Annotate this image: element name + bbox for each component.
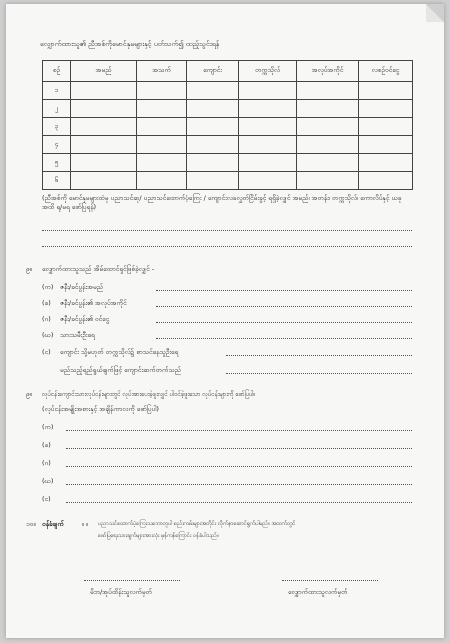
cell-age[interactable] [137, 118, 187, 136]
cell-age[interactable] [137, 82, 187, 100]
children-count-field[interactable] [156, 338, 412, 339]
activity-field[interactable] [66, 430, 412, 431]
siblings-section-title: လျှောက်ထားသူ၏ ညီအစ်ကိုမောင်နှမများနှင့် ပတ်သက်၍ ထည့်သွင်းရန် [40, 40, 220, 48]
section-heading: လုပ်ငန်းကျောင်းသားလုပ်ငန်းများတွင် လုပ်အားပေးခဲ့ဖူးလျှင် ပါဝင်ခဲ့ဖူးသော လုပ်ငန်းများကို ဖော်ပြပါ။ [42, 391, 256, 398]
row-number: ၄ [43, 136, 71, 154]
activity-field[interactable] [66, 502, 412, 503]
declaration-line-1: ပညာသင်ထောက်ပံ့ကြေးသဘောတူပါ စည်းကမ်းများအတိုင်း လိုက်နာဆောင်ရွက်ပါမည်။ အထက်တွင် [98, 521, 296, 527]
item-label: (က) [42, 283, 54, 291]
cell-school[interactable] [187, 136, 239, 154]
table-row [43, 172, 413, 190]
row-number: ၅ [43, 154, 71, 172]
item-text: ဇနီး/ခင်ပွန်း၏ ဝင်ငွေ [60, 315, 110, 323]
item-label: (ဃ) [42, 477, 54, 485]
declaration-label: ဝန်ခံချက် [42, 520, 64, 528]
item-label: (ဃ) [42, 331, 54, 339]
item-text: ဇနီး/ခင်ပွန်းအမည် [60, 283, 104, 291]
form-page [6, 4, 444, 638]
item-label: (ဂ) [42, 459, 51, 467]
cell-university[interactable] [239, 172, 297, 190]
spouse-income-field[interactable] [156, 322, 412, 323]
cell-university[interactable] [239, 118, 297, 136]
spouse-name-field[interactable] [156, 290, 412, 291]
section-number: ၉။ [26, 390, 32, 398]
cell-age[interactable] [137, 100, 187, 118]
answer-line[interactable] [42, 230, 412, 231]
table-row [43, 154, 413, 172]
col-header-school: ကျောင်း [187, 61, 239, 82]
cell-university[interactable] [239, 154, 297, 172]
table-note: (ညီအစ်ကို မောင်နှမများထဲမှ ပညာသင်ဆု/ ပညာသင်ထောက်ပံ့ကြေး / ကျောင်းလခလွှတ်ငြိမ်းခွင့် ရရှိခဲ့လျှင် အမည်၊ အတန်း၊ တက္ကသိုလ်၊ ကောလိပ်နှင့် ယခုအထိ ရ/မရ ဖော်ပြရန်) [42, 194, 402, 211]
col-header-university: တက္ကသိုလ် [239, 61, 297, 82]
cell-income[interactable] [359, 82, 413, 100]
cell-occupation[interactable] [297, 136, 359, 154]
cell-university[interactable] [239, 82, 297, 100]
table-row [43, 118, 413, 136]
purpose-field[interactable] [226, 373, 412, 374]
children-studying-field[interactable] [226, 355, 412, 356]
cell-school[interactable] [187, 118, 239, 136]
cell-income[interactable] [359, 118, 413, 136]
col-header-name: အမည် [71, 61, 137, 82]
row-number: ၃ [43, 118, 71, 136]
spouse-occupation-field[interactable] [156, 306, 412, 307]
item-text: ဇနီး/ခင်ပွန်း၏ အလုပ်အကိုင် [60, 299, 127, 307]
cell-school[interactable] [187, 154, 239, 172]
cell-name[interactable] [71, 172, 137, 190]
cell-name[interactable] [71, 118, 137, 136]
col-header-no: စဉ် [43, 61, 71, 82]
cell-occupation[interactable] [297, 82, 359, 100]
section-heading: လျှောက်ထားသူသည် အိမ်ထောင်ရှင်ဖြစ်ခဲ့လျှင် - [42, 265, 155, 273]
col-header-occupation: အလုပ်အကိုင် [297, 61, 359, 82]
siblings-table [42, 60, 413, 190]
guardian-signature-label: မိဘ/အုပ်ထိန်းသူလက်မှတ် [90, 588, 152, 596]
item-text: သားသမီးဦးရေ [60, 331, 95, 339]
item-label: (ခ) [42, 441, 51, 449]
cell-age[interactable] [137, 136, 187, 154]
table-row [43, 82, 413, 100]
item-label: (ဂ) [42, 315, 51, 323]
applicant-signature-line[interactable] [282, 580, 378, 581]
section-number: ၁၀။ [26, 520, 36, 528]
activity-field[interactable] [66, 484, 412, 485]
cell-occupation[interactable] [297, 154, 359, 172]
cell-name[interactable] [71, 136, 137, 154]
cell-name[interactable] [71, 154, 137, 172]
item-label: (င) [42, 348, 51, 356]
col-header-income: လစဉ်ဝင်ငွေ [359, 61, 413, 82]
item-label: (က) [42, 423, 54, 431]
col-header-age: အသက် [137, 61, 187, 82]
cell-income[interactable] [359, 136, 413, 154]
cell-university[interactable] [239, 100, 297, 118]
item-text: မည်သည့်ရည်ရွယ်ချက်ဖြင့် ကျောင်းဆက်တက်သည် [60, 366, 181, 374]
cell-income[interactable] [359, 172, 413, 190]
section-subheading: (လုပ်ငန်းအမျိုးအစားနှင့် အချိန်ကာလကို ဖော်ပြပါ) [42, 405, 159, 413]
row-number: ၂ [43, 100, 71, 118]
row-number: ၁ [43, 82, 71, 100]
applicant-signature-label: လျှောက်ထားသူလက်မှတ် [288, 588, 348, 596]
cell-age[interactable] [137, 154, 187, 172]
cell-name[interactable] [71, 82, 137, 100]
cell-school[interactable] [187, 172, 239, 190]
cell-name[interactable] [71, 100, 137, 118]
cell-income[interactable] [359, 100, 413, 118]
cell-occupation[interactable] [297, 118, 359, 136]
cell-occupation[interactable] [297, 100, 359, 118]
cell-income[interactable] [359, 154, 413, 172]
item-text: ကျောင်း သို့မဟုတ် တက္ကသိုလ်၌ စာသင်နေသူဦးရေ [60, 348, 179, 356]
table-header-row [43, 61, 413, 82]
table-row [43, 136, 413, 154]
section-number: ၉။ [26, 265, 32, 273]
declaration-separator: ။ ။ [82, 520, 89, 528]
cell-school[interactable] [187, 100, 239, 118]
cell-university[interactable] [239, 136, 297, 154]
page-fold [426, 4, 444, 22]
guardian-signature-line[interactable] [84, 580, 180, 581]
activity-field[interactable] [66, 466, 412, 467]
answer-line[interactable] [42, 246, 412, 247]
item-label: (င) [42, 495, 51, 503]
item-label: (ခ) [42, 299, 51, 307]
table-row [43, 100, 413, 118]
cell-occupation[interactable] [297, 172, 359, 190]
row-number: ၆ [43, 172, 71, 190]
cell-age[interactable] [137, 172, 187, 190]
activity-field[interactable] [66, 448, 412, 449]
cell-school[interactable] [187, 82, 239, 100]
declaration-line-2: ဖော်ပြရေးသားချက်များအားလုံး မှန်ကန်ကြောင်း ဝန်ခံပါသည်။ [98, 533, 219, 539]
